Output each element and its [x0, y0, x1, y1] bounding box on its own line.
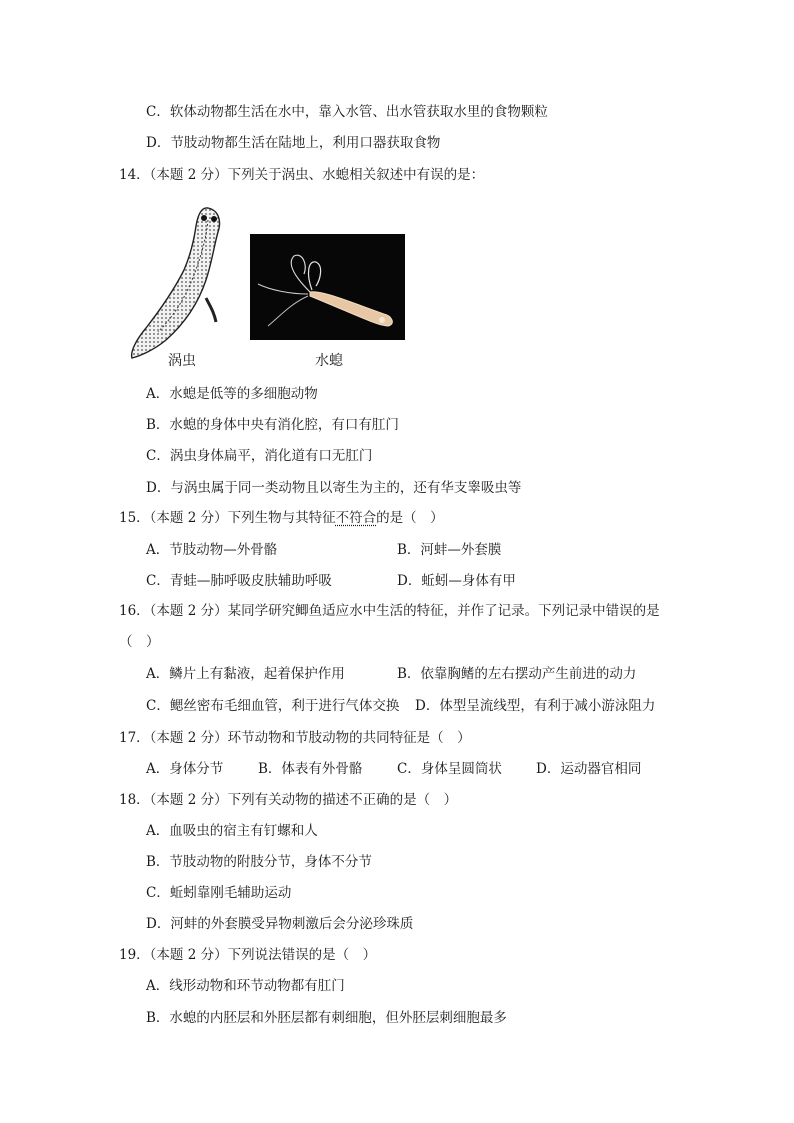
q19-option-b: B．水螅的内胚层和外胚层都有刺细胞，但外胚层刺细胞最多	[146, 1010, 507, 1026]
q14-option-d: D．与涡虫属于同一类动物且以寄生为主的，还有华支睾吸虫等	[146, 480, 522, 496]
q18-option-d: D．河蚌的外套膜受异物刺激后会分泌珍珠质	[146, 916, 414, 932]
q15-stem-emphasis: 不符合	[335, 510, 377, 526]
hydra-photo	[250, 234, 405, 340]
q18-stem: 18．（本题 2 分）下列有关动物的描述不正确的是（ ）	[119, 792, 458, 808]
q18-option-b: B．节肢动物的附肢分节，身体不分节	[146, 854, 372, 870]
q15-option-c: C．青蛙—肺呼吸皮肤辅助呼吸	[146, 573, 332, 589]
q17-option-b: B．体表有外骨骼	[258, 761, 363, 777]
hydra-caption: 水螅	[315, 353, 343, 369]
q14-option-c: C．涡虫身体扁平，消化道有口无肛门	[146, 448, 373, 464]
q17-option-c: C．身体呈圆筒状	[397, 761, 502, 777]
q17-option-a: A．身体分节	[146, 761, 224, 777]
q16-stem: 16．（本题 2 分）某同学研究鲫鱼适应水中生活的特征，并作了记录。下列记录中错误的是	[119, 603, 660, 619]
q14-stem: 14．（本题 2 分）下列关于涡虫、水螅相关叙述中有误的是：	[119, 167, 485, 183]
q14-option-b: B．水螅的身体中央有消化腔，有口有肛门	[146, 417, 399, 433]
q18-option-a: A．血吸虫的宿主有钉螺和人	[146, 823, 318, 839]
q17-option-d: D．运动器官相同	[536, 761, 642, 777]
q13-option-c: C．软体动物都生活在水中，靠入水管、出水管获取水里的食物颗粒	[146, 104, 548, 120]
q16-option-c: C．鳃丝密布毛细血管，利于进行气体交换	[146, 698, 400, 714]
flatworm-caption: 涡虫	[168, 353, 196, 369]
q15-stem-prefix: 15．（本题 2 分）下列生物与其特征	[119, 510, 336, 526]
q15-stem	[119, 509, 444, 527]
q15-option-d: D．蚯蚓—身体有甲	[397, 573, 516, 589]
flatworm-image	[128, 200, 228, 365]
q15-stem-suffix: 的是（ ）	[376, 510, 444, 526]
q16-option-b: B．依靠胸鳍的左右摆动产生前进的动力	[397, 666, 637, 682]
q19-option-a: A．线形动物和环节动物都有肛门	[146, 978, 345, 994]
q16-option-a: A．鳞片上有黏液，起着保护作用	[146, 666, 345, 682]
q16-stem-continued: （ ）	[119, 634, 160, 650]
q14-option-a: A．水螅是低等的多细胞动物	[146, 386, 318, 402]
q15-option-b: B．河蚌—外套膜	[397, 542, 502, 558]
q17-stem: 17．（本题 2 分）环节动物和节肢动物的共同特征是（ ）	[119, 730, 471, 746]
q15-option-a: A．节肢动物—外骨骼	[146, 542, 278, 558]
q18-option-c: C．蚯蚓靠刚毛辅助运动	[146, 885, 292, 901]
q16-option-d: D．体型呈流线型，有利于减小游泳阻力	[415, 698, 656, 714]
q19-stem: 19．（本题 2 分）下列说法错误的是（ ）	[119, 947, 377, 963]
q13-option-d: D．节肢动物都生活在陆地上，利用口器获取食物	[146, 135, 441, 151]
